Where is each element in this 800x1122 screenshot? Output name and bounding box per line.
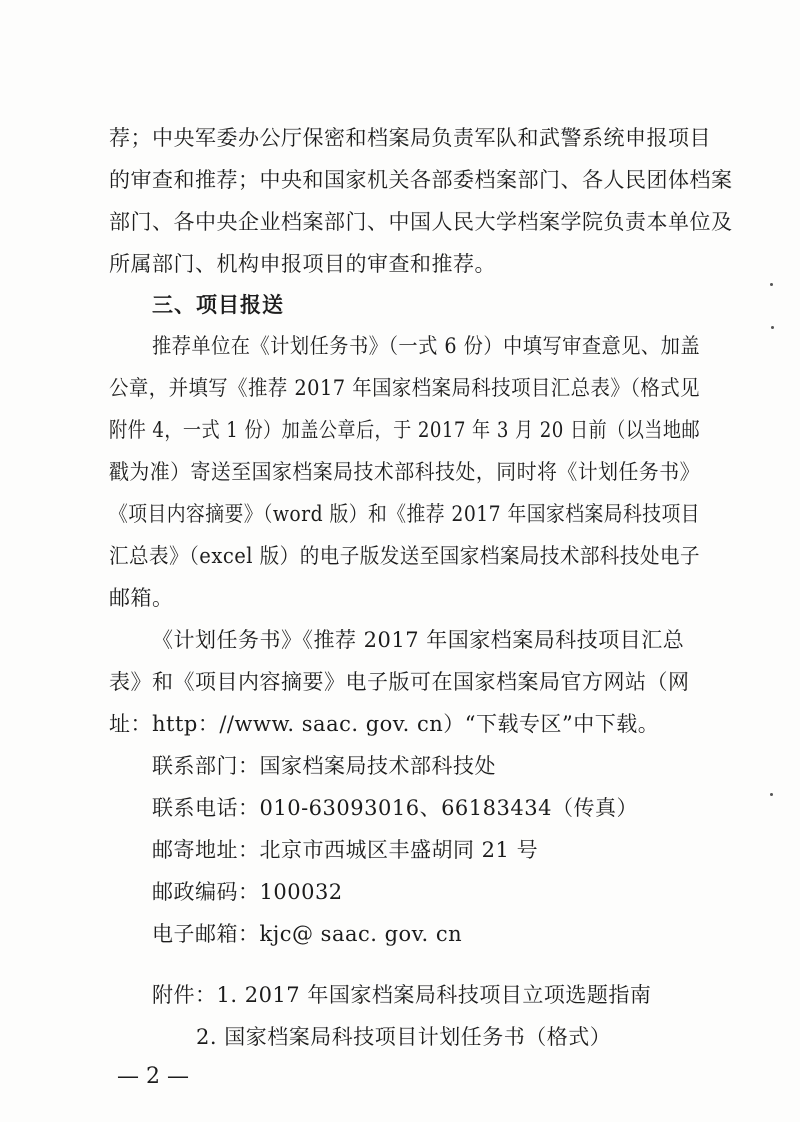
scan-speck	[770, 793, 773, 796]
contact-email: 电子邮箱：kjc@ saac. gov. cn	[152, 922, 463, 946]
attachment-1: 附件：1. 2017 年国家档案局科技项目立项选题指南	[152, 983, 652, 1007]
para2-line-3: 附件 4，一式 1 份）加盖公章后，于 2017 年 3 月 20 日前（以当地邮	[109, 418, 701, 442]
scan-speck	[771, 326, 774, 329]
para1-line-2: 的审查和推荐；中央和国家机关各部委档案部门、各人民团体档案	[109, 168, 733, 192]
contact-department: 联系部门：国家档案局技术部科技处	[152, 754, 496, 778]
para1-line-1-text: 荐；中央军委办公厅保密和档案局负责军队和武警系统申报项目	[109, 126, 711, 150]
scan-speck	[770, 283, 773, 286]
para1-line-3: 部门、各中央企业档案部门、中国人民大学档案学院负责本单位及	[109, 210, 733, 234]
para2-line-5: 《项目内容摘要》（word 版）和《推荐 2017 年国家档案局科技项目	[109, 502, 700, 526]
section-heading: 三、项目报送	[152, 293, 284, 317]
contact-postcode: 邮政编码：100032	[152, 880, 343, 904]
para2-line-4: 戳为准）寄送至国家档案局技术部科技处，同时将《计划任务书》	[109, 460, 701, 484]
attachment-2: 2. 国家档案局科技项目计划任务书（格式）	[196, 1025, 612, 1049]
page-number: — 2 —	[117, 1064, 189, 1089]
para3-line-2: 表》和《项目内容摘要》电子版可在国家档案局官方网站（网	[109, 670, 690, 694]
para2-line-1: 推荐单位在《计划任务书》（一式 6 份）中填写审查意见、加盖	[152, 334, 701, 358]
para1-line-1	[109, 123, 711, 153]
para2-line-6: 汇总表》（excel 版）的电子版发送至国家档案局技术部科技处电子	[109, 544, 700, 568]
contact-address: 邮寄地址：北京市西城区丰盛胡同 21 号	[152, 838, 539, 862]
para1-line-4: 所属部门、机构申报项目的审查和推荐。	[109, 252, 496, 276]
para3-line-3: 址：http：//www. saac. gov. cn）“下载专区”中下载。	[109, 712, 660, 736]
contact-phone: 联系电话：010-63093016、66183434（传真）	[152, 796, 638, 820]
para2-line-2: 公章，并填写《推荐 2017 年国家档案局科技项目汇总表》（格式见	[109, 376, 700, 400]
para3-line-1: 《计划任务书》《推荐 2017 年国家档案局科技项目汇总	[152, 628, 685, 652]
para2-line-7: 邮箱。	[109, 586, 174, 610]
